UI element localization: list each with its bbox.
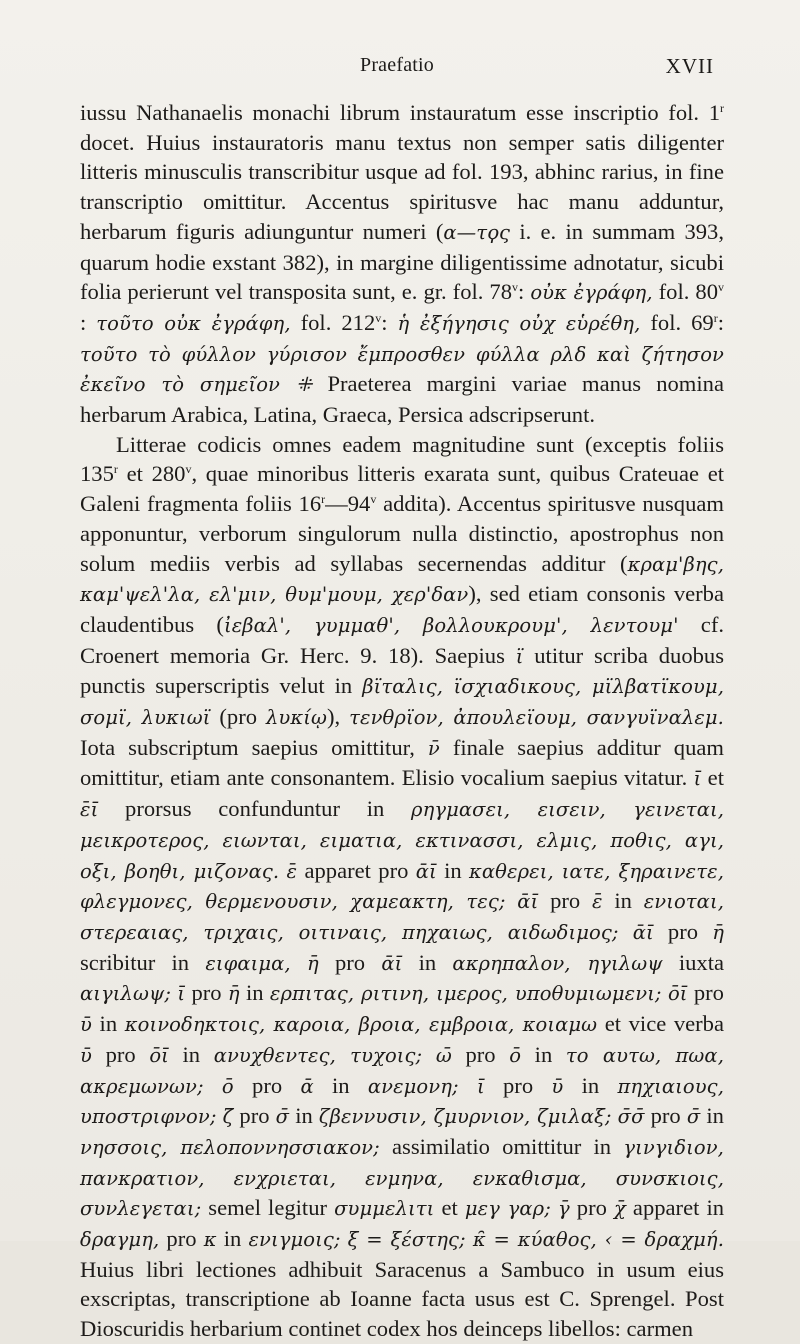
greek-text: ᾱῑ [517, 890, 539, 914]
greek-text: ζβεννυσιν, ζμυρνιον, ζμιλαξ; [318, 1105, 612, 1129]
greek-text: ο̄ῑ [149, 1043, 169, 1067]
greek-text: ᾱ [300, 1074, 314, 1098]
running-header [80, 54, 714, 88]
latin-text: in [602, 888, 644, 914]
greek-text: αιγιλωψ; [80, 982, 172, 1006]
latin-text [459, 1073, 477, 1098]
greek-text: ο̄ [221, 1074, 234, 1098]
latin-text: semel legitur [201, 1195, 335, 1221]
greek-text: οὐκ ἐγράφη, [530, 281, 653, 305]
folio-side-superscript: v [185, 462, 192, 477]
latin-text: in [313, 1072, 368, 1098]
greek-text: ξ = ξέστης; [347, 1228, 466, 1252]
greek-text: ειφαιμα, [205, 951, 291, 975]
greek-text: ἡ ἐξήγησις οὐχ εὑρέθη, [397, 311, 641, 335]
latin-text [291, 950, 307, 975]
greek-text: χ̄ [613, 1197, 626, 1221]
greek-text: ω̄ [435, 1043, 452, 1067]
greek-text: η̄ [306, 951, 319, 975]
greek-text: ενιγμοις; [248, 1228, 341, 1252]
greek-text: ᾱῑ [381, 951, 403, 975]
latin-text: Litterae codicis omnes eadem magnitudine sunt (exceptis foliis 135 [80, 431, 724, 487]
greek-text: ο̄ῑ [667, 982, 688, 1006]
greek-text: ενιοται, στερεαιας, τριχαις, οιτιναις, πηχαιως, αιδωδιμος; [80, 890, 724, 944]
greek-text: συμμελιτι [334, 1197, 435, 1221]
greek-text: ε̄ [286, 859, 298, 883]
folio-side-superscript: v [718, 280, 724, 295]
greek-text: ν̄ [427, 736, 440, 760]
latin-text [619, 919, 633, 944]
greek-text: ἰεβαλ', γυμμαθ', βολλουκρουμ', λεντουμ' [223, 613, 679, 637]
latin-text: Huius libri lectiones adhibuit Saracenus a Sambuco in usum eius exscriptas, transcriptione ab Ioanne facta usus est C. Sprengel. Post Dioscuridis herbarium continet codex hos deinceps libellos: carmen [80, 1256, 724, 1342]
latin-text: fol. 69 [640, 309, 714, 335]
latin-text: apparet pro [297, 857, 416, 883]
greek-text: μεγ γαρ; [464, 1197, 551, 1221]
latin-text: (pro [210, 704, 266, 730]
greek-text: πηχιαιους, υποστριφνον; [80, 1074, 725, 1129]
greek-text: ανυχθεντες, τυχοις; [213, 1043, 423, 1067]
greek-text: νησσοις, πελοποννησσιακον; [80, 1135, 380, 1159]
greek-text: δραγμη, [80, 1228, 160, 1252]
folio-side-superscript: v [375, 310, 382, 325]
greek-text: ᾱῑ [632, 920, 654, 944]
latin-text: i. e. in summam 393, quarum hodie exstant 382), in margine diligentissime adnotatur, sicubi folia perierunt vel transposita sunt, e. gr. fol. 78 [80, 218, 724, 305]
latin-text: : [717, 309, 724, 335]
greek-text: ακρηπαλον, ηγιλωψ [452, 951, 663, 975]
latin-text: et 280 [117, 461, 186, 487]
latin-text: iussu Nathanaelis monachi librum instauratum esse inscriptio fol. 1 [80, 100, 720, 125]
folio-side-superscript: r [713, 310, 718, 325]
latin-text: et [434, 1195, 465, 1221]
paragraph [80, 98, 724, 430]
latin-text: finale saepius additur quam omittitur, etiam ante consonantem. Elisio vocalium saepius vitatur. [80, 734, 724, 791]
greek-text: ε̄ [591, 890, 603, 914]
greek-text: η̄ [227, 982, 240, 1006]
greek-text: ερπιτας, ριτινη, ιμερος, υποθυμιωμενι; [269, 982, 662, 1006]
latin-text: , quae minoribus litteris exarata sunt, quibus Crateuae et Galeni fragmenta foliis 16 [80, 461, 724, 517]
paragraph [80, 430, 724, 1344]
latin-text: pro [687, 980, 724, 1006]
latin-text: pro [569, 1195, 614, 1221]
latin-text: pro [653, 918, 713, 944]
greek-text: ῡ [551, 1074, 564, 1098]
greek-text: λυκίῳ [265, 706, 328, 730]
latin-text: ), sed etiam consonis verba claudentibus ( [80, 581, 724, 637]
latin-text: utitur scriba duobus punctis superscriptis velut in [80, 642, 725, 699]
latin-text: pro [644, 1103, 687, 1129]
body-text [80, 98, 724, 1344]
latin-text [422, 1042, 436, 1067]
latin-text: assimilatio omittitur in [379, 1133, 624, 1159]
greek-text: τοῦτο οὐκ ἐγράφη, [96, 311, 291, 335]
latin-text: apparet in [625, 1195, 725, 1221]
latin-text: : [80, 309, 97, 335]
running-title: Praefatio [360, 54, 434, 76]
latin-text: cf. Croenert memoria Gr. Herc. 9. 18). Saepius [80, 611, 724, 668]
latin-text: pro [538, 888, 592, 914]
latin-text [279, 858, 286, 883]
latin-text [551, 1195, 558, 1220]
latin-text: pro [185, 980, 228, 1006]
greek-text: το αυτω, πωα, ακρεμωνων; [80, 1043, 725, 1098]
greek-text: ρηγμασει, εισειν, γεινεται, μεικροτερος, ειωνται, ειματια, εκτινασσι, ελμις, ποθις, αγι, οξι, βοηθι, μιζονας. [80, 798, 725, 883]
folio-side-superscript: r [321, 492, 326, 507]
latin-text: : [518, 279, 531, 305]
page-number: XVII [665, 54, 714, 78]
latin-text: in [521, 1041, 566, 1067]
latin-text: —94 [325, 491, 371, 517]
latin-text: in [168, 1041, 214, 1067]
latin-text: prorsus confunduntur in [98, 796, 412, 822]
greek-text: τενθρϊον, ἀπουλεϊουμ, σανγυϊναλεμ. [349, 706, 724, 730]
greek-text: γινγιδιον, πανκρατιον, ενχριεται, ενμηνα, ενκαθισμα, συνσκιοις, συνλεγεται; [80, 1135, 724, 1221]
latin-text: pro [159, 1226, 204, 1252]
greek-text: ῡ [80, 1013, 92, 1037]
greek-text: ανεμονη; [367, 1074, 459, 1098]
latin-text: in [239, 980, 270, 1006]
latin-text: in [289, 1103, 319, 1129]
latin-text: pro [91, 1041, 150, 1067]
greek-text: σ̄ [275, 1105, 290, 1129]
latin-text: docet. Huius instauratoris manu textus non semper satis diligenter litteris minusculis transcribitur usque ad fol. 193, abhinc rarius, in fine transcriptio omittitur. Accentus spiritusve hac manu adduntur, herbarum figuris adiunguntur numeri ( [80, 129, 724, 244]
greek-text: βϊταλις, ϊσχιαδικους, μϊλβατϊκουμ, σομϊ, λυκιωϊ [80, 675, 724, 730]
greek-text: σ̄σ̄ [617, 1105, 645, 1129]
latin-text: : [381, 309, 398, 335]
latin-text: in [436, 857, 470, 883]
greek-text: κ̑ = κύαθος, ‹ = δραχμή. [472, 1228, 724, 1252]
latin-text: et vice verba [597, 1011, 725, 1037]
latin-text: iuxta [662, 949, 725, 975]
latin-text: pro [451, 1041, 510, 1067]
latin-text: addita). Accentus spiritusve nusquam apponuntur, verborum singulorum nulla distinctio, apostrophus non solum mediis verbis ad syllabas secernendas additur ( [80, 491, 724, 576]
latin-text: fol. 212 [290, 309, 376, 335]
greek-text: ο̄ [509, 1043, 522, 1067]
folio-side-superscript: r [113, 462, 118, 477]
greek-text: γ̄ [557, 1197, 570, 1221]
greek-text: ϊ [515, 644, 524, 668]
latin-text [204, 1073, 222, 1098]
latin-text: in [216, 1226, 249, 1252]
latin-text: Praeterea margini variae manus nomina herbarum Arabica, Latina, Graeca, Persica adscripserunt. [80, 371, 724, 428]
latin-text: pro [233, 1072, 301, 1098]
greek-text: ῑ [476, 1074, 485, 1098]
greek-text: ῡ [80, 1043, 92, 1067]
greek-text: κραμ'βης, καμ'ψελ'λα, ελ'μιν, θυμ'μουμ, χερ'δαν [80, 552, 724, 607]
latin-text: pro [484, 1072, 552, 1098]
greek-text: τοῦτο τὸ φύλλον γύρισον ἔμπροσθεν φύλλα ρλδ καὶ ζήτησον ἐκεῖνο τὸ σημεῖον ⁜ [80, 342, 724, 397]
latin-text [466, 1226, 473, 1251]
latin-text: scribitur in [80, 949, 206, 975]
latin-text [506, 888, 518, 913]
greek-text: ᾱῑ [415, 859, 437, 883]
latin-text: pro [233, 1103, 276, 1129]
latin-text: et [701, 765, 724, 791]
greek-text: σ̄ [686, 1105, 701, 1129]
latin-text: in [91, 1011, 125, 1037]
latin-text: ), [327, 704, 350, 730]
latin-text: pro [318, 949, 382, 975]
latin-text: Iota subscriptum saepius omittitur, [80, 734, 428, 760]
greek-text: α—τϙς [443, 220, 511, 244]
greek-text: ζ̄ [222, 1105, 234, 1129]
greek-text: κοινοδηκτοις, καροια, βροια, εμβροια, κοιαμω [124, 1013, 598, 1037]
latin-text [341, 1226, 348, 1251]
folio-side-superscript: v [512, 280, 519, 295]
folio-side-superscript: r [720, 101, 724, 115]
greek-text: ῑ [693, 767, 702, 791]
latin-text: in [402, 949, 453, 975]
greek-text: ῑ [177, 982, 186, 1006]
greek-text: κ [203, 1228, 217, 1252]
greek-text: καθερει, ιατε, ξηραινετε, φλεγμονες, θερμενουσιν, χαμεακτη, τες; [80, 859, 724, 914]
latin-text: in [563, 1072, 618, 1098]
greek-text: η̄ [712, 920, 725, 944]
folio-side-superscript: v [370, 492, 377, 507]
latin-text: in [700, 1103, 724, 1129]
latin-text: fol. 80 [652, 279, 718, 305]
greek-text: ε̄ῑ [80, 798, 99, 822]
